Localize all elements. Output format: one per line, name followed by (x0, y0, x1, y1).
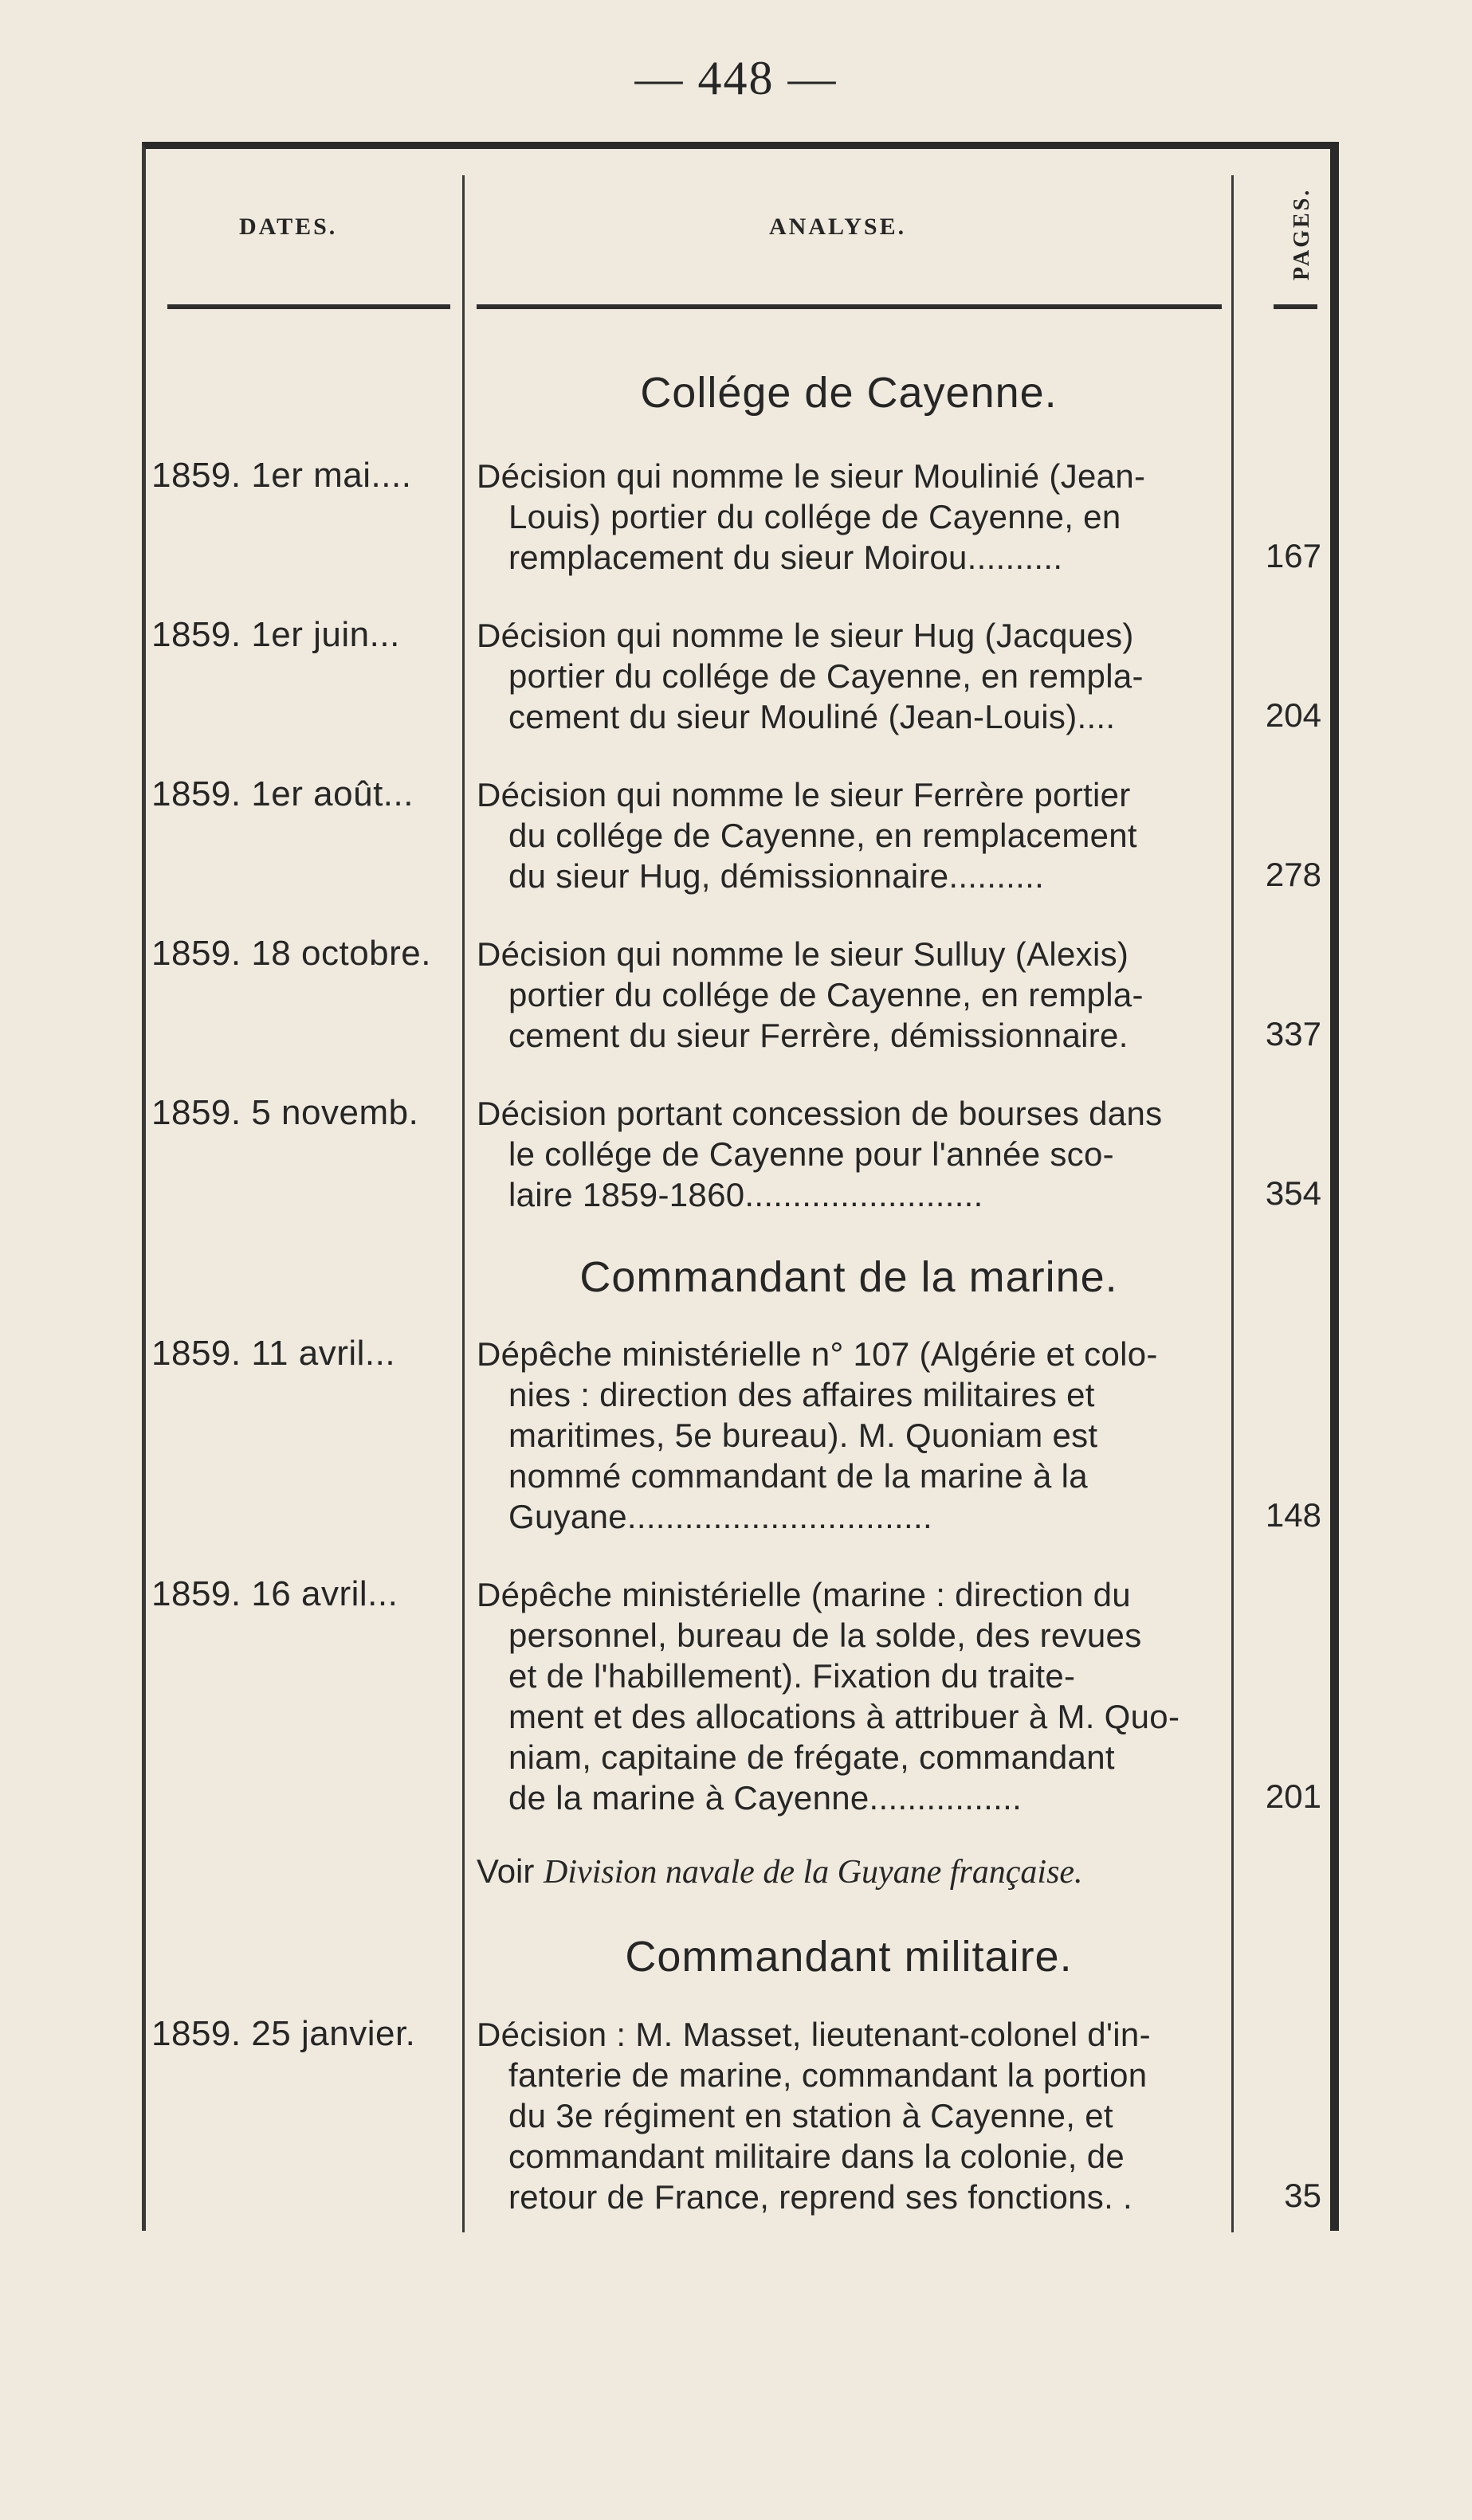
entry-line: et de l'habillement). Fixation du traite- (508, 1657, 1076, 1695)
entry-analysis (477, 774, 1226, 896)
see-also-note (477, 1852, 1083, 1891)
entry-date: 1859. 1er mai.... (151, 456, 412, 495)
entry-line: cement du sieur Ferrère, démissionnaire. (508, 1017, 1129, 1054)
entry-page: 201 (1265, 1777, 1321, 1815)
entry-analysis (477, 934, 1226, 1056)
section-title: Collége de Cayenne. (640, 369, 1058, 417)
header-pages-cell (1251, 177, 1339, 280)
entry-line: laire 1859-1860......................... (508, 1176, 983, 1213)
section-title: Commandant de la marine. (579, 1253, 1118, 1301)
entry-page: 148 (1265, 1496, 1321, 1534)
entry-line: remplacement du sieur Moirou.......... (508, 539, 1063, 576)
entry-line: niam, capitaine de frégate, commandant (508, 1738, 1115, 1776)
entry-date: 1859. 1er juin... (151, 615, 400, 654)
entry-line: Guyane................................ (508, 1498, 932, 1535)
entry-line: Décision qui nomme le sieur Sulluy (Alexis) (477, 935, 1129, 973)
entry-page: 167 (1265, 537, 1321, 574)
entry-date: 1859. 5 novemb. (151, 1093, 419, 1132)
entry-date: 1859. 18 octobre. (151, 934, 431, 973)
entry-page: 278 (1265, 856, 1321, 893)
entry-date: 1859. 16 avril... (151, 1574, 398, 1613)
entry-line: du sieur Hug, démissionnaire.......... (508, 857, 1045, 895)
entry-date: 1859. 1er août... (151, 774, 414, 813)
entry-page: 204 (1265, 696, 1321, 734)
entry-analysis (477, 456, 1226, 578)
entry-line: nommé commandant de la marine à la (508, 1457, 1088, 1495)
entry-date: 1859. 25 janvier. (151, 2014, 416, 2053)
header-rule-analyse (477, 304, 1222, 309)
entry-line: nies : direction des affaires militaires et (508, 1376, 1095, 1413)
header-rule-dates (167, 304, 450, 309)
entry-line: du 3e régiment en station à Cayenne, et (508, 2097, 1113, 2134)
entry-line: personnel, bureau de la solde, des revues (508, 1617, 1142, 1654)
entry-line: Décision portant concession de bourses dans (477, 1095, 1163, 1132)
entry-line: cement du sieur Mouliné (Jean-Louis).... (508, 698, 1116, 735)
entry-line: le collége de Cayenne pour l'année sco- (508, 1135, 1114, 1173)
entry-page: 354 (1265, 1174, 1321, 1212)
entry-analysis (477, 1093, 1226, 1215)
entry-line: ment et des allocations à attribuer à M. Quo- (508, 1698, 1180, 1735)
entry-line: maritimes, 5e bureau). M. Quoniam est (508, 1417, 1098, 1454)
entry-line: de la marine à Cayenne................ (508, 1779, 1023, 1817)
see-also-reference: Division navale de la Guyane française. (544, 1854, 1083, 1891)
entry-line: fanterie de marine, commandant la portion (508, 2056, 1148, 2094)
entry-analysis (477, 2014, 1226, 2217)
entry-line: Dépêche ministérielle n° 107 (Algérie et colo- (477, 1335, 1158, 1373)
entry-line: Décision : M. Masset, lieutenant-colonel d'in- (477, 2016, 1151, 2053)
header-pages: PAGES. (1289, 187, 1314, 280)
entry-line: portier du collége de Cayenne, en rempla- (508, 657, 1144, 695)
entry-line: retour de France, reprend ses fonctions. . (508, 2178, 1132, 2216)
entry-analysis (477, 615, 1226, 737)
entry-line: portier du collége de Cayenne, en rempla- (508, 976, 1144, 1013)
entry-line: Louis) portier du collége de Cayenne, en (508, 498, 1121, 535)
entry-page: 337 (1265, 1015, 1321, 1052)
column-divider-pages (1231, 175, 1234, 2232)
entry-line: Décision qui nomme le sieur Ferrère portier (477, 776, 1131, 813)
column-divider-dates (462, 175, 465, 2232)
entry-analysis (477, 1334, 1226, 1537)
entry-line: Décision qui nomme le sieur Hug (Jacques) (477, 617, 1134, 654)
entry-line: commandant militaire dans la colonie, de (508, 2138, 1125, 2175)
see-also-prefix: Voir (477, 1852, 535, 1890)
page-number: — 448 — (634, 52, 838, 104)
entry-date: 1859. 11 avril... (151, 1334, 396, 1373)
entry-line: Dépêche ministérielle (marine : direction du (477, 1576, 1131, 1613)
entry-line: du collége de Cayenne, en remplacement (508, 817, 1137, 854)
section-title: Commandant militaire. (625, 1933, 1073, 1981)
entry-page: 35 (1284, 2177, 1321, 2214)
header-rule-pages (1274, 304, 1317, 309)
entry-analysis (477, 1574, 1226, 1818)
header-analyse: ANALYSE. (769, 214, 907, 240)
header-dates: DATES. (239, 214, 338, 240)
entry-line: Décision qui nomme le sieur Moulinié (Jean- (477, 457, 1146, 495)
